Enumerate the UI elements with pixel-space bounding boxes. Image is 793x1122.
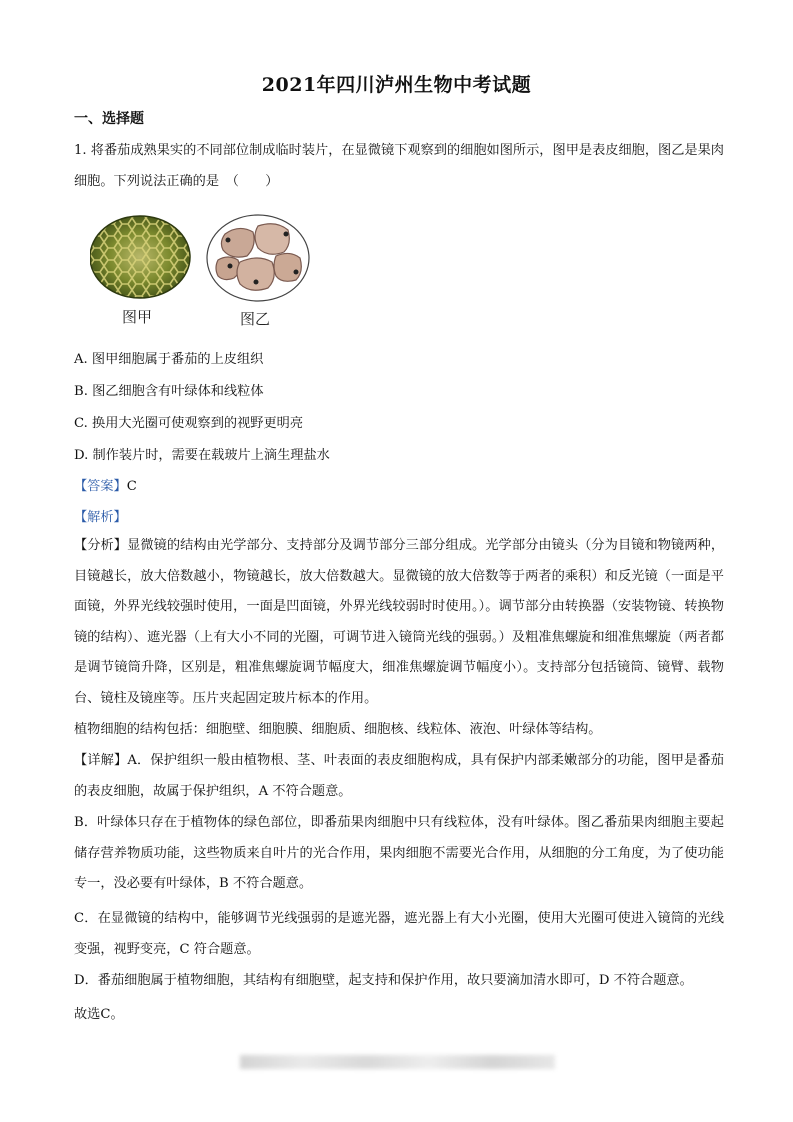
plant-cell-paragraph: 植物细胞的结构包括：细胞壁、细胞膜、细胞质、细胞核、线粒体、液泡、叶绿体等结构。 — [74, 722, 602, 737]
figure-caption-jia: 图甲 — [122, 308, 153, 326]
detail-label: 【详解】 — [74, 753, 128, 768]
option-d: D. 制作装片时，需要在载玻片上滴生理盐水 — [74, 448, 330, 463]
option-a: A. 图甲细胞属于番茄的上皮组织 — [74, 352, 264, 367]
figure-group — [90, 212, 320, 332]
answer-line — [74, 475, 137, 494]
analysis-label: 【解析】 — [74, 510, 127, 525]
answer-label: 【答案】 — [74, 479, 127, 494]
epidermis-cells-image — [90, 216, 190, 298]
detail-c-paragraph: C．在显微镜的结构中，能够调节光线强弱的是遮光器，遮光器上有大小光圈，使用大光圈可使进入镜筒的光线变强，视野变亮，C 符合题意。 — [74, 911, 724, 957]
option-b: B. 图乙细胞含有叶绿体和线粒体 — [74, 384, 264, 399]
analysis-paragraph — [74, 531, 724, 714]
detail-d-paragraph: D．番茄细胞属于植物细胞，其结构有细胞壁，起支持和保护作用，故只要滴加清水即可，D 不符合题意。 — [74, 973, 693, 988]
page-title: 2021年四川泸州生物中考试题 — [261, 74, 532, 96]
cell-figures — [90, 212, 320, 304]
pulp-cells-image — [207, 215, 309, 301]
answer-value: C — [126, 479, 137, 494]
fenxi-label: 【分析】 — [74, 538, 128, 553]
question-text: 1. 将番茄成熟果实的不同部位制成临时装片，在显微镜下观察到的细胞如图所示，图甲是表皮细胞，图乙是果肉细胞。下列说法正确的是 （ ） — [74, 143, 724, 189]
watermark-blur — [240, 1055, 555, 1069]
option-c: C. 换用大光圈可使观察到的视野更明亮 — [74, 416, 304, 431]
detail-a-text: A．保护组织一般由植物根、茎、叶表面的表皮细胞构成，具有保护内部柔嫩部分的功能，图甲是番茄的表皮细胞，故属于保护组织，A 不符合题意。 — [74, 753, 724, 799]
fenxi-text: 显微镜的结构由光学部分、支持部分及调节部分三部分组成。光学部分由镜头（分为目镜和物镜两种，目镜越长，放大倍数越小，物镜越长，放大倍数越大。显微镜的放大倍数等于两者的乘积）和反光镜（一面是平面镜，外界光线较强时使用，一面是凹面镜，外界光线较弱时时使用。）。调节部分由转换器（安装物镜、转换物镜的结构）、遮光器（上有大小不同的光圈，可调节进入镜筒光线的强弱。）及粗准焦螺旋和细准焦螺旋（两者都是调节镜筒升降，区别是，粗准焦螺旋调节幅度大，细准焦螺旋调节幅度小）。支持部分包括镜筒、镜臂、载物台、镜柱及镜座等。压片夹起固定玻片标本的作用。 — [74, 538, 725, 706]
figure-caption-yi: 图乙 — [240, 310, 271, 328]
conclusion: 故选C。 — [74, 1007, 124, 1022]
detail-a-paragraph — [74, 746, 724, 807]
section-heading: 一、选择题 — [74, 111, 144, 127]
detail-b-paragraph: B．叶绿体只存在于植物体的绿色部位，即番茄果肉细胞中只有线粒体，没有叶绿体。图乙番茄果肉细胞主要起储存营养物质功能，这些物质来自叶片的光合作用，果肉细胞不需要光合作用，从细胞的分工角度，为了使功能专一，没必要有叶绿体，B 不符合题意。 — [74, 815, 724, 891]
